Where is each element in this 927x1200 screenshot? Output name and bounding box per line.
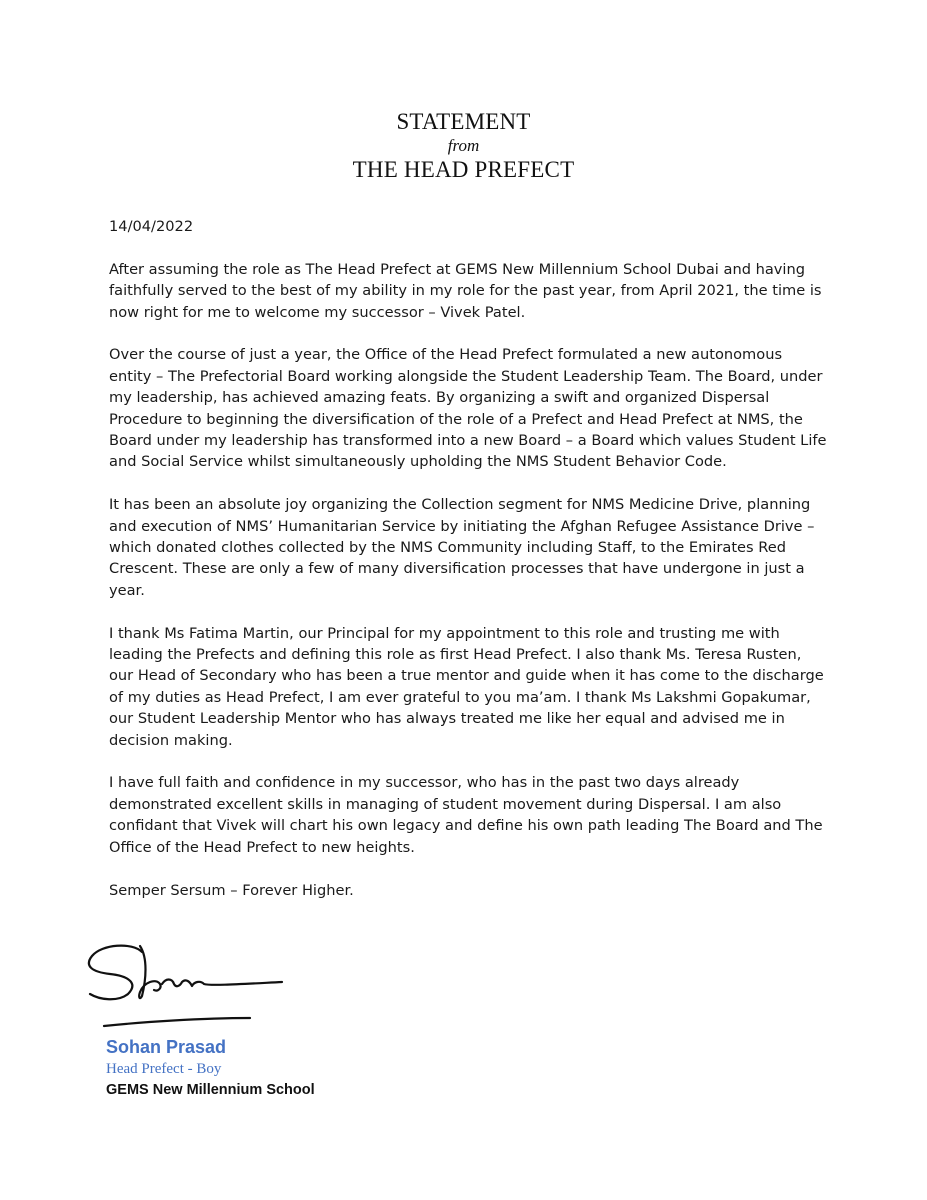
signer-role: Head Prefect - Boy — [106, 1061, 222, 1077]
paragraph-successor: I have full faith and confidence in my successor, who has in the past two days already demonstrated excellent skills in managing of student movement during Dispersal. I am also confidant that Vivek will chart his own legacy and define his own path leading The Board and The Office of the Head Prefect to new heights. — [109, 774, 823, 856]
letter-body — [109, 216, 829, 922]
title-statement: STATEMENT — [396, 109, 531, 134]
paragraph-motto: Semper Sersum – Forever Higher. — [109, 881, 354, 899]
signer-name: Sohan Prasad — [106, 1037, 227, 1057]
title-from: from — [447, 136, 480, 155]
signature-block — [106, 1035, 315, 1101]
paragraph-intro: After assuming the role as The Head Prefect at GEMS New Millennium School Dubai and having faithfully served to the best of my ability in my role for the past year, from April 2021, the time is now right for me to welcome my successor – Vivek Patel. — [109, 260, 822, 321]
letter-title — [0, 108, 927, 184]
title-head-prefect: THE HEAD PREFECT — [352, 157, 575, 182]
paragraph-board: Over the course of just a year, the Office of the Head Prefect formulated a new autonomous entity – The Prefectorial Board working alongside the Student Leadership Team. The Board, under my leadership, has achieved amazing feats. By organizing a swift and organized Dispersal Procedure to beginning the diversification of the role of a Prefect and Head Prefect at NMS, the Board under my leadership has transformed into a new Board – a Board which values Student Life and Social Service whilst simultaneously upholding the NMS Student Behavior Code. — [109, 346, 827, 471]
letter-date: 14/04/2022 — [109, 218, 194, 235]
paragraph-drives: It has been an absolute joy organizing the Collection segment for NMS Medicine Drive, planning and execution of NMS’ Humanitarian Service by initiating the Afghan Refugee Assistance Drive – which donated clothes collected by the NMS Community including Staff, to the Emirates Red Crescent. These are only a few of many diversification processes that have undergone in just a year. — [109, 496, 815, 599]
signer-school: GEMS New Millennium School — [106, 1082, 315, 1098]
handwritten-signature — [82, 938, 292, 1038]
paragraph-thanks: I thank Ms Fatima Martin, our Principal for my appointment to this role and trusting me with leading the Prefects and defining this role as first Head Prefect. I also thank Ms. Teresa Rusten, our Head of Secondary who has been a true mentor and guide when it has come to the discharge of my duties as Head Prefect, I am ever grateful to you ma’am. I thank Ms Lakshmi Gopakumar, our Student Leadership Mentor who has always treated me like her equal and advised me in decision making. — [109, 624, 824, 749]
